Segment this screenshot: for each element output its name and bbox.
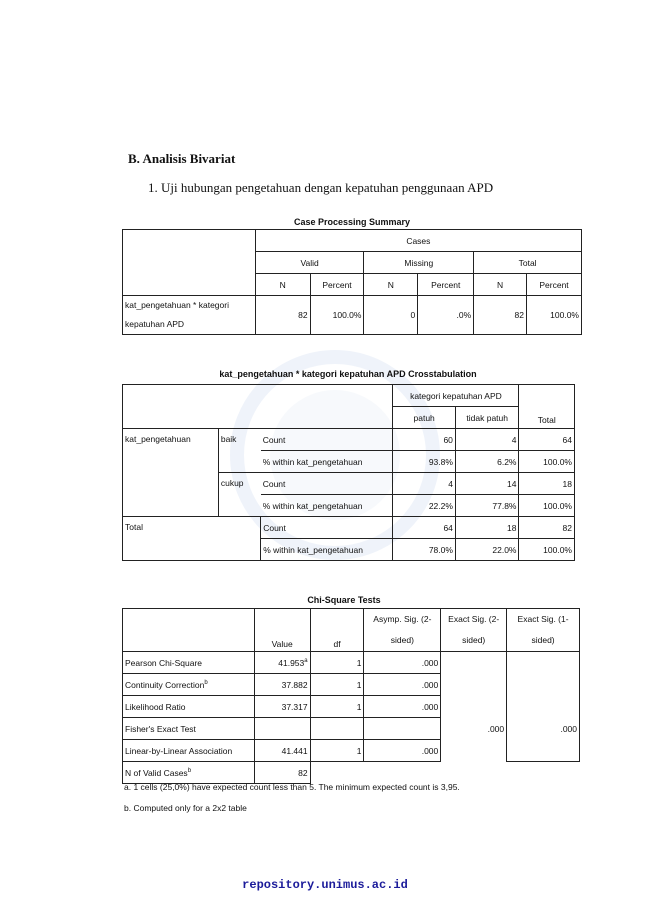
df-header: df bbox=[310, 609, 364, 652]
cell-value: 100.0% bbox=[519, 495, 575, 517]
corner-cell bbox=[123, 385, 393, 429]
total-row-label: Total bbox=[123, 517, 261, 561]
cell-value: 18 bbox=[519, 473, 575, 495]
repository-footer: repository.unimus.ac.id bbox=[242, 878, 408, 892]
pearson-value: 41.953$^a$ bbox=[254, 652, 310, 674]
cell-value: 93.8% bbox=[393, 451, 456, 473]
within-label: % within kat_pengetahuan bbox=[261, 495, 393, 517]
continuity-label: Continuity Correction$^b$ bbox=[123, 674, 255, 696]
cell-value: 82 bbox=[474, 296, 527, 335]
asymp-header: Asymp. Sig. (2- sided) bbox=[364, 609, 441, 652]
crosstab-table bbox=[122, 384, 575, 561]
pearson-label: Pearson Chi-Square bbox=[123, 652, 255, 674]
cell-value: 64 bbox=[519, 429, 575, 451]
footnote-b: b. Computed only for a 2x2 table bbox=[124, 803, 247, 813]
empty-cell bbox=[364, 762, 441, 784]
percent-header: Percent bbox=[527, 274, 582, 296]
cell-value: 22.0% bbox=[455, 539, 519, 561]
n-header: N bbox=[255, 274, 310, 296]
cell-value: 60 bbox=[393, 429, 456, 451]
linear-asymp: .000 bbox=[364, 740, 441, 762]
exact1-header: Exact Sig. (1- sided) bbox=[507, 609, 580, 652]
total-header: Total bbox=[474, 252, 582, 274]
row-var-label: kat_pengetahuan bbox=[123, 429, 219, 517]
cell-value: 78.0% bbox=[393, 539, 456, 561]
linear-df: 1 bbox=[310, 740, 364, 762]
pearson-asymp: .000 bbox=[364, 652, 441, 674]
section-heading: B. Analisis Bivariat bbox=[128, 151, 236, 166]
group-header: kategori kepatuhan APD bbox=[393, 385, 519, 407]
missing-header: Missing bbox=[364, 252, 474, 274]
patuh-header: patuh bbox=[393, 407, 456, 429]
chi-title: Chi-Square Tests bbox=[307, 595, 381, 605]
corner-cell bbox=[123, 230, 256, 296]
cell-value: 18 bbox=[455, 517, 519, 539]
percent-header: Percent bbox=[310, 274, 364, 296]
chi-square-table bbox=[122, 608, 580, 784]
within-label: % within kat_pengetahuan bbox=[261, 451, 393, 473]
cell-value: 4 bbox=[455, 429, 519, 451]
case-processing-table bbox=[122, 229, 582, 335]
empty-cell bbox=[507, 740, 580, 762]
cell-value: 22.2% bbox=[393, 495, 456, 517]
cell-value: 100.0% bbox=[519, 539, 575, 561]
value-header: Value bbox=[254, 609, 310, 652]
count-label: Count bbox=[261, 429, 393, 451]
empty-cell bbox=[441, 740, 507, 762]
fisher-label: Fisher's Exact Test bbox=[123, 718, 255, 740]
cukup-label: cukup bbox=[218, 473, 260, 517]
sub-heading: 1. Uji hubungan pengetahuan dengan kepatuhan penggunaan APD bbox=[148, 180, 494, 195]
cell-value: 14 bbox=[455, 473, 519, 495]
empty-cell bbox=[507, 652, 580, 674]
cell-value: .0% bbox=[418, 296, 474, 335]
likelihood-df: 1 bbox=[310, 696, 364, 718]
cell-value: 0 bbox=[364, 296, 418, 335]
case-processing-title: Case Processing Summary bbox=[293, 217, 411, 227]
footnote-a: a. 1 cells (25,0%) have expected count less than 5. The minimum expected count is 3,95. bbox=[124, 782, 460, 792]
likelihood-value: 37.317 bbox=[254, 696, 310, 718]
empty-cell bbox=[507, 762, 580, 784]
cell-value: 82 bbox=[519, 517, 575, 539]
percent-header: Percent bbox=[418, 274, 474, 296]
empty-cell bbox=[310, 762, 364, 784]
empty-cell bbox=[507, 696, 580, 718]
cell-value: 6.2% bbox=[455, 451, 519, 473]
exact2-header: Exact Sig. (2- sided) bbox=[441, 609, 507, 652]
empty-cell bbox=[441, 696, 507, 718]
cell-value: 4 bbox=[393, 473, 456, 495]
count-label: Count bbox=[261, 517, 393, 539]
linear-label: Linear-by-Linear Association bbox=[123, 740, 255, 762]
empty-cell bbox=[441, 762, 507, 784]
cell-value: 82 bbox=[255, 296, 310, 335]
empty-cell bbox=[254, 718, 310, 740]
empty-cell bbox=[507, 674, 580, 696]
within-label: % within kat_pengetahuan bbox=[261, 539, 393, 561]
empty-cell bbox=[364, 718, 441, 740]
cell-value: 77.8% bbox=[455, 495, 519, 517]
likelihood-asymp: .000 bbox=[364, 696, 441, 718]
crosstab-title: kat_pengetahuan * kategori kepatuhan APD Crosstabulation bbox=[219, 369, 477, 379]
nvalid-label: N of Valid Cases$^b$ bbox=[123, 762, 255, 784]
empty-cell bbox=[310, 718, 364, 740]
pearson-df: 1 bbox=[310, 652, 364, 674]
cell-value: 100.0% bbox=[310, 296, 364, 335]
likelihood-label: Likelihood Ratio bbox=[123, 696, 255, 718]
n-header: N bbox=[474, 274, 527, 296]
continuity-asymp: .000 bbox=[364, 674, 441, 696]
valid-header: Valid bbox=[255, 252, 364, 274]
empty-cell bbox=[441, 652, 507, 674]
baik-label: baik bbox=[218, 429, 260, 473]
cell-value: 100.0% bbox=[519, 451, 575, 473]
continuity-df: 1 bbox=[310, 674, 364, 696]
linear-value: 41.441 bbox=[254, 740, 310, 762]
nvalid-value: 82 bbox=[254, 762, 310, 784]
fisher-exact1: .000 bbox=[507, 718, 580, 740]
continuity-value: 37.882 bbox=[254, 674, 310, 696]
cases-header: Cases bbox=[255, 230, 581, 252]
fisher-exact2: .000 bbox=[441, 718, 507, 740]
n-header: N bbox=[364, 274, 418, 296]
empty-cell bbox=[441, 674, 507, 696]
row-label: kat_pengetahuan * kategori kepatuhan APD bbox=[123, 296, 256, 335]
tidak-patuh-header: tidak patuh bbox=[455, 407, 519, 429]
total-col-header: Total bbox=[519, 385, 575, 429]
corner-cell bbox=[123, 609, 255, 652]
count-label: Count bbox=[261, 473, 393, 495]
cell-value: 100.0% bbox=[527, 296, 582, 335]
cell-value: 64 bbox=[393, 517, 456, 539]
